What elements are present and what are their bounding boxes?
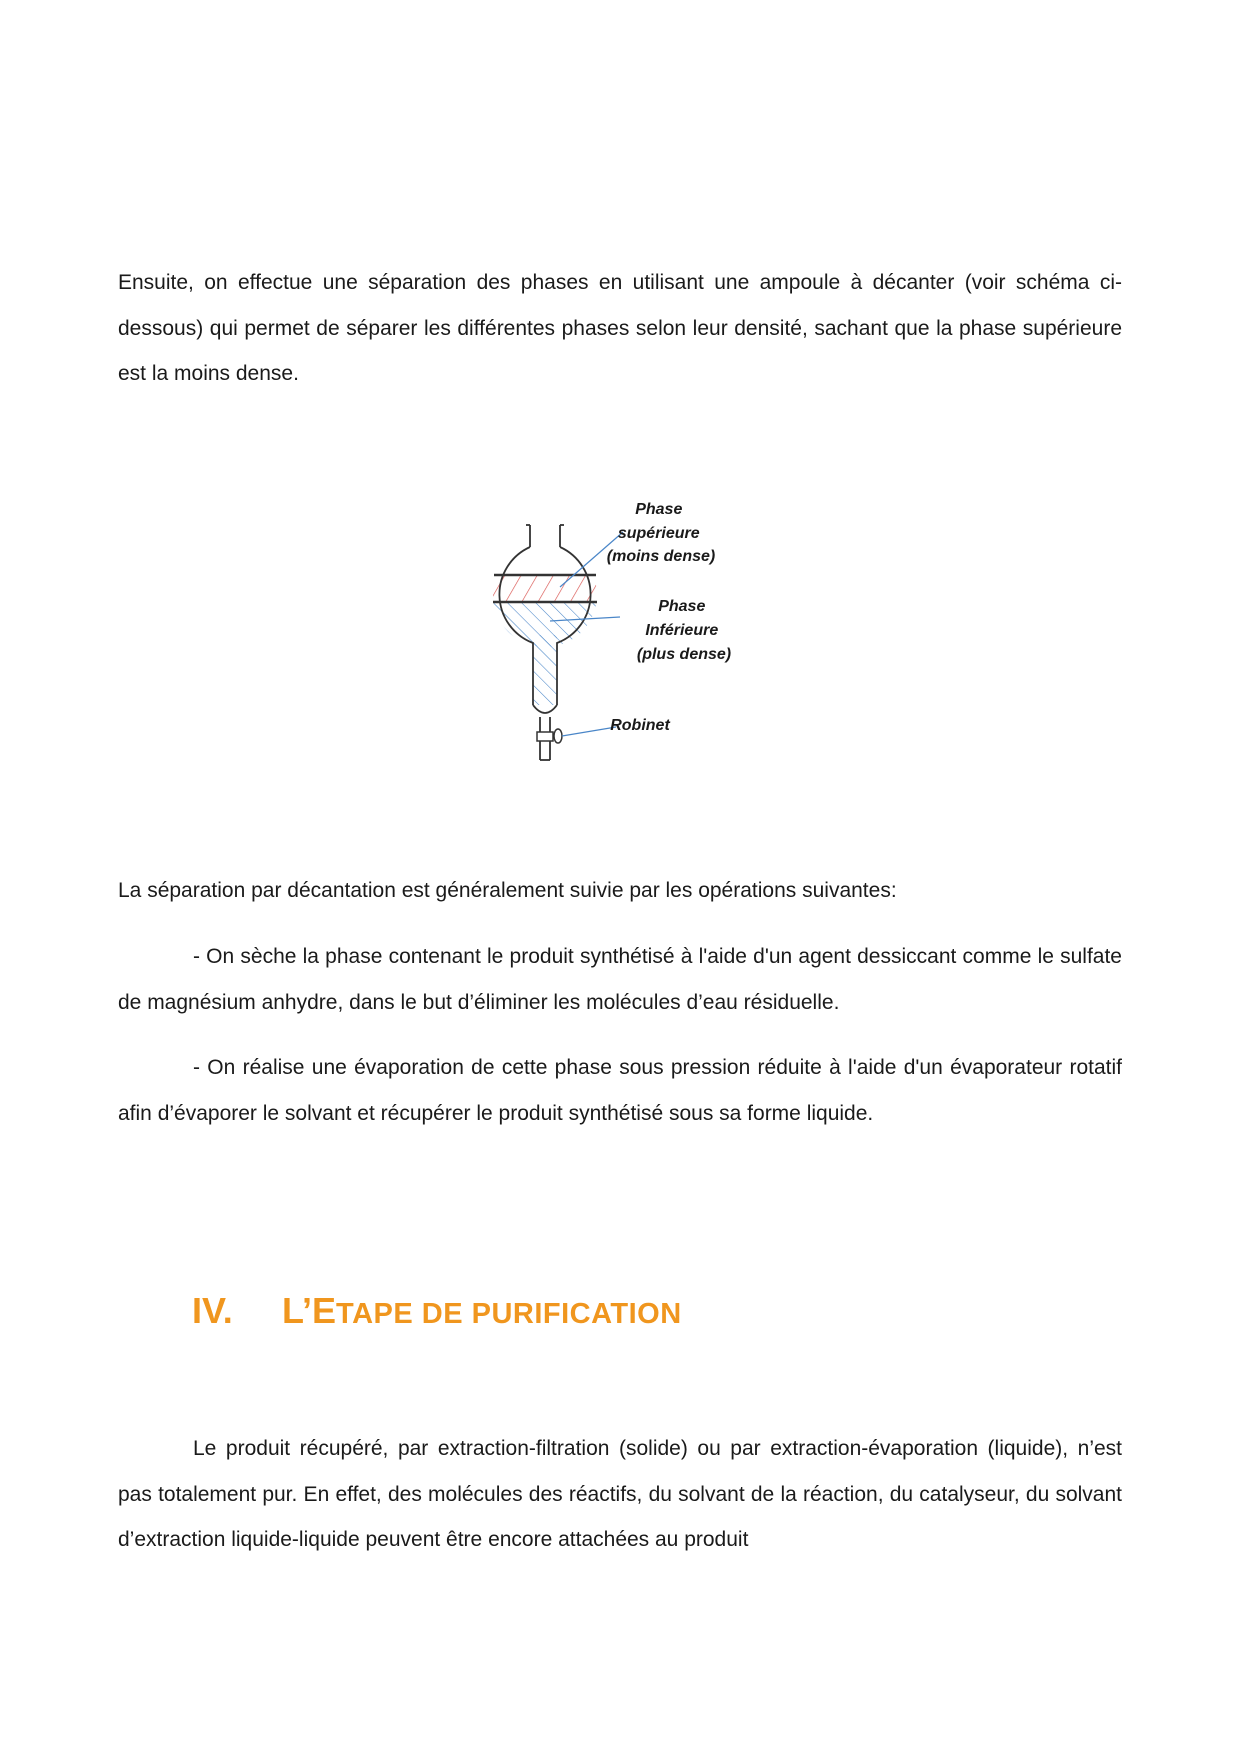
tap-pointer [562, 727, 616, 736]
lower-phase [490, 602, 600, 705]
section-title-rest: TAPE DE PURIFICATION [336, 1298, 682, 1330]
intro-paragraph: Ensuite, on effectue une séparation des phases en utilisant une ampoule à décanter (voir schéma ci-dessous) qui permet de séparer les différentes phases selon leur densité, sachant que la phase supérieure est la moins dense. [118, 271, 1122, 385]
evaporation-step-paragraph: - On réalise une évaporation de cette phase sous pression réduite à l'aide d'un évaporateur rotatif afin d’évaporer le solvant et récupérer le produit synthétisé sous sa forme liquide. [118, 1056, 1122, 1125]
decantation-paragraph: La séparation par décantation est généralement suivie par les opérations suivantes: [118, 879, 897, 902]
drying-step-paragraph: - On sèche la phase contenant le produit synthétisé à l'aide d'un agent dessiccant comme le sulfate de magnésium anhydre, dans le but d’éliminer les molécules d’eau résiduelle. [118, 945, 1122, 1014]
upper-phase-label: Phase supérieure (moins dense) [606, 501, 716, 565]
tap-label: Robinet [610, 717, 670, 734]
lower-phase-label: Phase Inférieure (plus dense) [636, 598, 732, 663]
upper-phase [490, 575, 600, 602]
purification-paragraph: Le produit récupéré, par extraction-filtration (solide) ou par extraction-évaporation (liquide), n’est pas totalement pur. En effet, des molécules des réactifs, du solvant de la réaction, du catalyseur, du solvant d’extraction liquide-liquide peuvent être encore attachées au produit [118, 1437, 1122, 1551]
section-number: IV. [192, 1290, 233, 1331]
section-title-first: L’E [282, 1290, 337, 1331]
section-heading [192, 1290, 682, 1332]
separatory-funnel-diagram [470, 495, 770, 775]
